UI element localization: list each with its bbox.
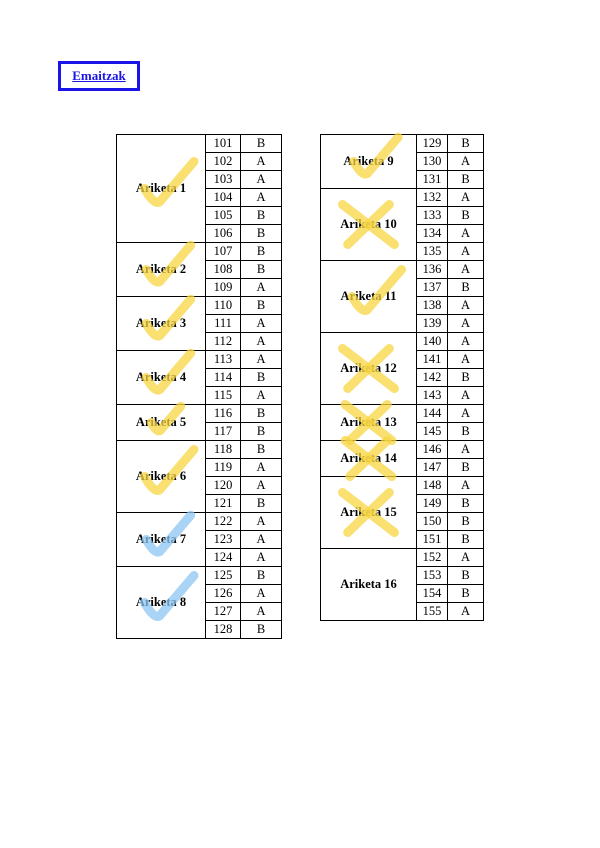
question-number: 122 — [206, 513, 241, 531]
title-link[interactable]: Emaitzak — [72, 68, 126, 83]
exercise-label: Ariketa 2 — [117, 243, 206, 297]
question-number: 108 — [206, 261, 241, 279]
answer-letter: A — [448, 351, 484, 369]
exercise-label: Ariketa 9 — [321, 135, 417, 189]
answer-letter: B — [448, 423, 484, 441]
answer-row — [117, 135, 282, 153]
question-number: 143 — [417, 387, 448, 405]
answer-letter: B — [241, 495, 282, 513]
question-number: 149 — [417, 495, 448, 513]
answer-row — [117, 441, 282, 459]
answer-row — [321, 549, 484, 567]
answer-letter: A — [448, 333, 484, 351]
exercise-label: Ariketa 7 — [117, 513, 206, 567]
answer-letter: A — [241, 459, 282, 477]
answer-table-left — [116, 134, 282, 639]
question-number: 147 — [417, 459, 448, 477]
question-number: 150 — [417, 513, 448, 531]
exercise-label: Ariketa 12 — [321, 333, 417, 405]
question-number: 115 — [206, 387, 241, 405]
answer-letter: A — [448, 189, 484, 207]
exercise-label: Ariketa 15 — [321, 477, 417, 549]
question-number: 151 — [417, 531, 448, 549]
answer-letter: A — [448, 225, 484, 243]
exercise-label: Ariketa 10 — [321, 189, 417, 261]
question-number: 106 — [206, 225, 241, 243]
answer-letter: B — [241, 405, 282, 423]
exercise-label: Ariketa 1 — [117, 135, 206, 243]
question-number: 139 — [417, 315, 448, 333]
question-number: 117 — [206, 423, 241, 441]
question-number: 110 — [206, 297, 241, 315]
answer-letter: B — [241, 369, 282, 387]
answer-letter: A — [448, 297, 484, 315]
question-number: 141 — [417, 351, 448, 369]
question-number: 101 — [206, 135, 241, 153]
answer-letter: A — [448, 477, 484, 495]
answer-letter: B — [241, 423, 282, 441]
question-number: 152 — [417, 549, 448, 567]
answer-letter: A — [448, 387, 484, 405]
question-number: 104 — [206, 189, 241, 207]
answer-letter: B — [448, 585, 484, 603]
answer-letter: A — [448, 153, 484, 171]
question-number: 105 — [206, 207, 241, 225]
question-number: 144 — [417, 405, 448, 423]
answer-row — [117, 297, 282, 315]
answer-row — [117, 351, 282, 369]
question-number: 103 — [206, 171, 241, 189]
question-number: 138 — [417, 297, 448, 315]
exercise-label: Ariketa 11 — [321, 261, 417, 333]
answer-row — [117, 243, 282, 261]
answer-letter: B — [448, 459, 484, 477]
question-number: 155 — [417, 603, 448, 621]
answer-row — [117, 513, 282, 531]
exercise-label: Ariketa 14 — [321, 441, 417, 477]
question-number: 145 — [417, 423, 448, 441]
question-number: 102 — [206, 153, 241, 171]
question-number: 112 — [206, 333, 241, 351]
answer-letter: B — [241, 297, 282, 315]
answer-letter: A — [448, 261, 484, 279]
question-number: 153 — [417, 567, 448, 585]
answer-row — [321, 333, 484, 351]
question-number: 124 — [206, 549, 241, 567]
question-number: 109 — [206, 279, 241, 297]
answer-letter: A — [448, 315, 484, 333]
question-number: 111 — [206, 315, 241, 333]
answer-row — [321, 261, 484, 279]
answer-letter: B — [448, 207, 484, 225]
answer-letter: B — [241, 261, 282, 279]
answer-row — [321, 405, 484, 423]
answer-letter: B — [241, 621, 282, 639]
answer-letter: A — [448, 405, 484, 423]
answer-letter: A — [241, 531, 282, 549]
question-number: 114 — [206, 369, 241, 387]
question-number: 133 — [417, 207, 448, 225]
answer-letter: B — [241, 243, 282, 261]
answer-letter: A — [241, 549, 282, 567]
question-number: 135 — [417, 243, 448, 261]
question-number: 126 — [206, 585, 241, 603]
question-number: 113 — [206, 351, 241, 369]
answer-letter: A — [448, 549, 484, 567]
answer-letter: A — [448, 243, 484, 261]
question-number: 123 — [206, 531, 241, 549]
question-number: 132 — [417, 189, 448, 207]
answer-letter: A — [241, 387, 282, 405]
question-number: 142 — [417, 369, 448, 387]
question-number: 120 — [206, 477, 241, 495]
answer-letter: A — [448, 441, 484, 459]
question-number: 128 — [206, 621, 241, 639]
answer-letter: B — [448, 531, 484, 549]
question-number: 129 — [417, 135, 448, 153]
exercise-label: Ariketa 6 — [117, 441, 206, 513]
answer-letter: A — [241, 171, 282, 189]
question-number: 146 — [417, 441, 448, 459]
answer-letter: B — [241, 135, 282, 153]
answer-letter: A — [241, 315, 282, 333]
exercise-label: Ariketa 13 — [321, 405, 417, 441]
answer-letter: B — [448, 171, 484, 189]
answer-letter: B — [448, 495, 484, 513]
answer-letter: A — [241, 279, 282, 297]
answer-letter: A — [241, 351, 282, 369]
question-number: 121 — [206, 495, 241, 513]
answer-row — [117, 405, 282, 423]
exercise-label: Ariketa 8 — [117, 567, 206, 639]
answer-letter: B — [241, 225, 282, 243]
exercise-label: Ariketa 3 — [117, 297, 206, 351]
answer-letter: A — [241, 585, 282, 603]
exercise-label: Ariketa 4 — [117, 351, 206, 405]
exercise-label: Ariketa 16 — [321, 549, 417, 621]
question-number: 140 — [417, 333, 448, 351]
answer-letter: B — [448, 567, 484, 585]
question-number: 125 — [206, 567, 241, 585]
answer-table-right — [320, 134, 484, 621]
question-number: 130 — [417, 153, 448, 171]
question-number: 131 — [417, 171, 448, 189]
title-box — [58, 61, 140, 91]
question-number: 118 — [206, 441, 241, 459]
answer-row — [321, 135, 484, 153]
answer-letter: B — [241, 207, 282, 225]
question-number: 134 — [417, 225, 448, 243]
answer-letter: B — [448, 513, 484, 531]
answer-letter: A — [241, 477, 282, 495]
answer-letter: A — [241, 513, 282, 531]
question-number: 137 — [417, 279, 448, 297]
question-number: 136 — [417, 261, 448, 279]
answer-row — [321, 441, 484, 459]
answer-letter: B — [448, 135, 484, 153]
answer-row — [321, 189, 484, 207]
question-number: 148 — [417, 477, 448, 495]
question-number: 107 — [206, 243, 241, 261]
answer-row — [321, 477, 484, 495]
exercise-label: Ariketa 5 — [117, 405, 206, 441]
answer-letter: B — [448, 279, 484, 297]
answer-letter: A — [241, 189, 282, 207]
answer-letter: B — [448, 369, 484, 387]
answer-letter: B — [241, 567, 282, 585]
answer-letter: B — [241, 441, 282, 459]
question-number: 154 — [417, 585, 448, 603]
question-number: 127 — [206, 603, 241, 621]
answer-letter: A — [448, 603, 484, 621]
answer-row — [117, 567, 282, 585]
question-number: 119 — [206, 459, 241, 477]
answer-letter: A — [241, 333, 282, 351]
question-number: 116 — [206, 405, 241, 423]
answer-letter: A — [241, 153, 282, 171]
answer-letter: A — [241, 603, 282, 621]
